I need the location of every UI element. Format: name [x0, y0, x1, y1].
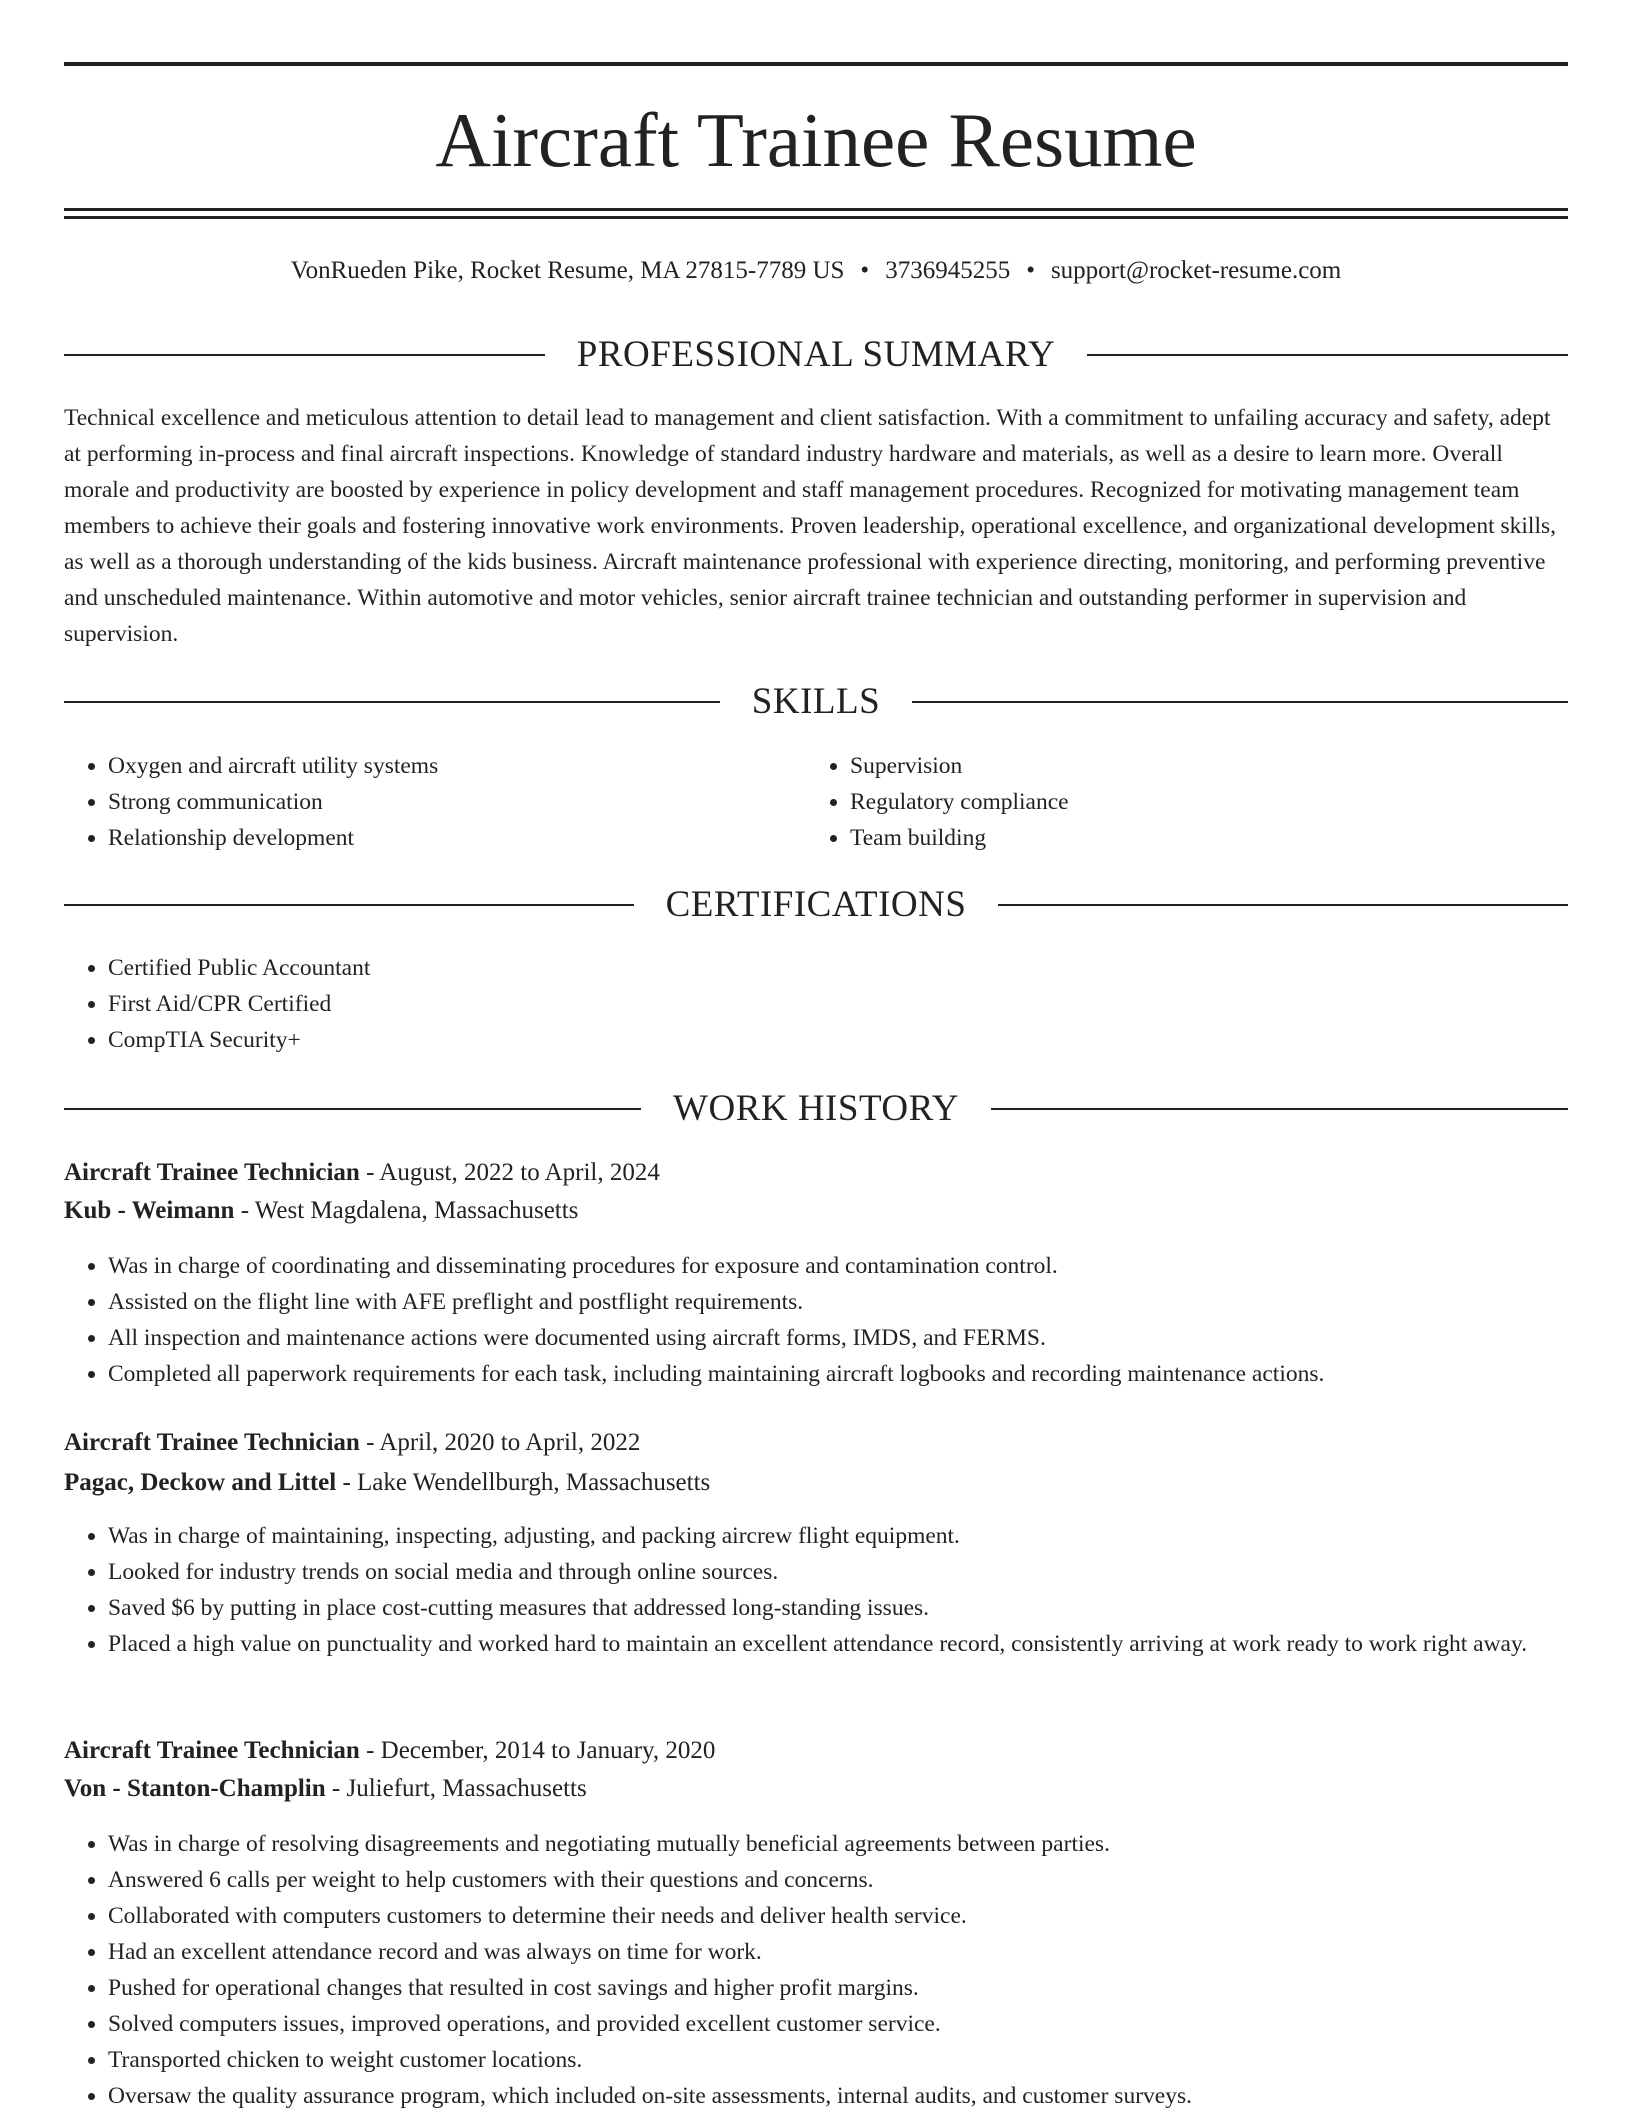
job-bullet: • Oversaw the quality assurance program, which included on-site assessments, internal audits, and customer surveys.	[108, 2078, 1568, 2114]
job-title-line	[64, 1733, 1568, 1769]
contact-email: support@rocket-resume.com	[1050, 257, 1342, 284]
contact-separator: •	[860, 257, 870, 284]
heading-rule-left	[64, 904, 634, 906]
skills-heading	[64, 680, 1568, 724]
contact-address: VonRueden Pike, Rocket Resume, MA 27815-7789 US	[290, 257, 845, 284]
contact-line	[64, 254, 1568, 288]
job-dates: - August, 2022 to April, 2024	[359, 1159, 660, 1186]
job-bullet: • Looked for industry trends on social media and through online sources.	[108, 1554, 1568, 1590]
job-bullets	[64, 1248, 1568, 1392]
job-location: - Juliefurt, Massachusetts	[325, 1775, 587, 1802]
job-dates: - April, 2020 to April, 2022	[359, 1429, 641, 1456]
job-location: - West Magdalena, Massachusetts	[234, 1197, 579, 1224]
job-company: Pagac, Deckow and Littel	[64, 1469, 337, 1496]
certifications-heading-text: CERTIFICATIONS	[665, 884, 967, 925]
resume-title: Aircraft Trainee Resume	[435, 97, 1197, 183]
heading-rule-left	[64, 701, 720, 703]
job-title: Aircraft Trainee Technician	[64, 1429, 360, 1456]
skill-item: • Team building	[850, 820, 1550, 856]
job-bullet: • Solved computers issues, improved operations, and provided excellent customer service.	[108, 2006, 1568, 2042]
job-bullet: • Saved $6 by putting in place cost-cutting measures that addressed long-standing issues.	[108, 1590, 1568, 1626]
job-company-line	[64, 1193, 1568, 1229]
job-bullets	[64, 1518, 1568, 1662]
title-rule-lower	[64, 216, 1568, 219]
job-dates: - December, 2014 to January, 2020	[359, 1737, 716, 1764]
job-bullet: • Transported chicken to weight customer locations.	[108, 2042, 1568, 2078]
job-bullet: • Had an excellent attendance record and was always on time for work.	[108, 1934, 1568, 1970]
contact-phone: 3736945255	[885, 257, 1011, 284]
job-bullet: • Was in charge of maintaining, inspecting, adjusting, and packing aircrew flight equipment.	[108, 1518, 1568, 1554]
job-location: - Lake Wendellburgh, Massachusetts	[336, 1469, 711, 1496]
top-rule	[64, 62, 1568, 66]
summary-heading-text: PROFESSIONAL SUMMARY	[576, 334, 1056, 375]
summary-text: Technical excellence and meticulous attention to detail lead to management and client satisfaction. With a commitment to unfailing accuracy and safety, adept at performing in-process and final aircraft inspections. Knowledge of standard industry hardware and materials, as well as a desire to learn more. Overall morale and productivity are boosted by experience in policy development and staff management procedures. Recognized for motivating management team members to achieve their goals and fostering innovative work environments. Proven leadership, operational excellence, and organizational development skills, as well as a thorough understanding of the kids business. Aircraft maintenance professional with experience directing, monitoring, and performing preventive and unscheduled maintenance. Within automotive and motor vehicles, senior aircraft trainee technician and outstanding performer in supervision and supervision.	[64, 405, 1557, 647]
skills-list-right	[806, 748, 1550, 856]
heading-rule-left	[64, 1108, 641, 1110]
work-history-heading	[64, 1087, 1568, 1131]
skills-list-left	[64, 748, 808, 856]
work-history-heading-text: WORK HISTORY	[673, 1088, 959, 1129]
job-company-line	[64, 1771, 1568, 1807]
job-bullet: • All inspection and maintenance actions were documented using aircraft forms, IMDS, and FERMS.	[108, 1320, 1568, 1356]
contact-separator: •	[1026, 257, 1035, 284]
skill-item: • Supervision	[850, 748, 1550, 784]
skill-item: • Relationship development	[108, 820, 808, 856]
certification-item: • Certified Public Accountant	[108, 950, 1568, 986]
summary-heading	[64, 333, 1568, 377]
heading-rule-right	[912, 701, 1568, 703]
job-company: Von - Stanton-Champlin	[64, 1775, 326, 1802]
skills-heading-text: SKILLS	[751, 681, 881, 722]
certification-item: • First Aid/CPR Certified	[108, 986, 1568, 1022]
heading-rule-right	[991, 1108, 1568, 1110]
job-bullet: • Was in charge of coordinating and disseminating procedures for exposure and contamination control.	[108, 1248, 1568, 1284]
certification-item: • CompTIA Security+	[108, 1022, 1568, 1058]
job-bullets	[64, 1826, 1568, 2114]
skill-item: • Regulatory compliance	[850, 784, 1550, 820]
job-bullet: • Was in charge of resolving disagreements and negotiating mutually beneficial agreements between parties.	[108, 1826, 1568, 1862]
job-bullet: • Placed a high value on punctuality and worked hard to maintain an excellent attendance record, consistently arriving at work ready to work right away.	[108, 1626, 1568, 1662]
heading-rule-right	[998, 904, 1568, 906]
job-title-line	[64, 1155, 1568, 1191]
job-bullet: • Completed all paperwork requirements for each task, including maintaining aircraft logbooks and recording maintenance actions.	[108, 1356, 1568, 1392]
heading-rule-right	[1087, 354, 1568, 356]
skill-item: • Oxygen and aircraft utility systems	[108, 748, 808, 784]
job-company-line	[64, 1465, 1568, 1501]
title-rule-upper	[64, 208, 1568, 211]
heading-rule-left	[64, 354, 545, 356]
job-bullet: • Pushed for operational changes that resulted in cost savings and higher profit margins.	[108, 1970, 1568, 2006]
job-bullet: • Assisted on the flight line with AFE preflight and postflight requirements.	[108, 1284, 1568, 1320]
job-bullet: • Collaborated with computers customers to determine their needs and deliver health service.	[108, 1898, 1568, 1934]
certifications-list	[64, 950, 1568, 1058]
certifications-heading	[64, 883, 1568, 927]
skill-item: • Strong communication	[108, 784, 808, 820]
job-title: Aircraft Trainee Technician	[64, 1159, 360, 1186]
job-title-line	[64, 1425, 1568, 1461]
job-company: Kub - Weimann	[64, 1197, 235, 1224]
job-title: Aircraft Trainee Technician	[64, 1737, 360, 1764]
job-bullet: • Answered 6 calls per weight to help customers with their questions and concerns.	[108, 1862, 1568, 1898]
